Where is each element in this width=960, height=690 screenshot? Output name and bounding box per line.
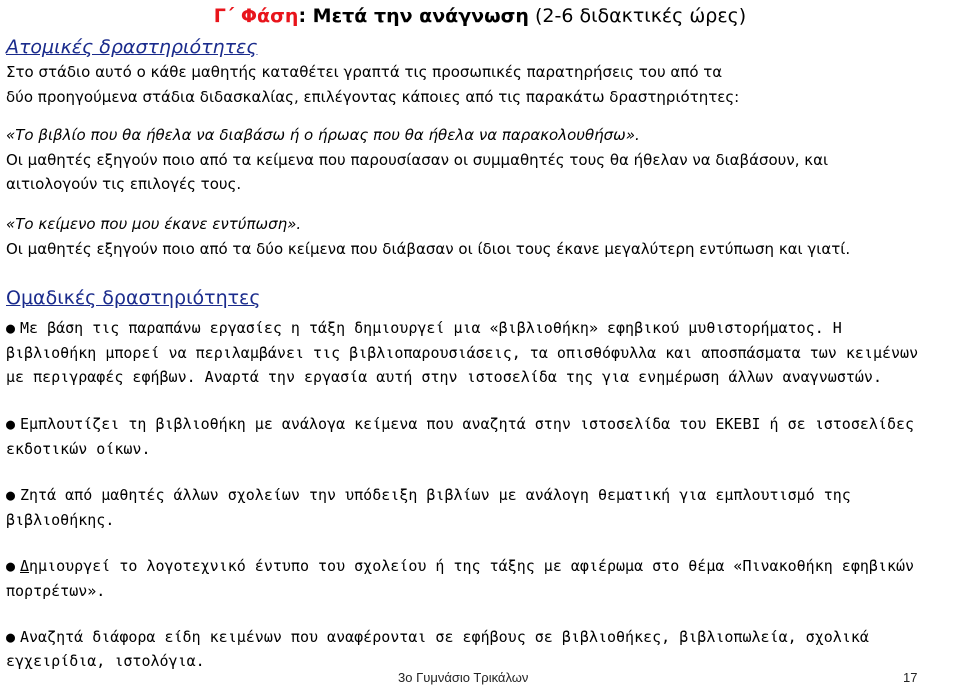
activity-1-title: «Το βιβλίο που θα ήθελα να διαβάσω ή ο ήρωας που θα ήθελα να παρακολουθήσω». [6,126,640,144]
bullet-icon: ● [6,628,16,646]
bullet-4-text-1: ημιουργεί το λογοτεχνικό έντυπο του σχολείου ή της τάξης με αφιέρωμα στο θέμα «Πινακοθήκη εφηβικών [29,557,915,575]
activity-2-line-1: Οι μαθητές εξηγούν ποιο από τα δύο κείμενα που διάβασαν οι ίδιοι τους έκανε μεγαλύτερη εντύπωση και γιατί. [6,240,851,258]
group-bullet-5-line-2: εγχειρίδια, ιστολόγια. [6,652,205,670]
bullet-3-text-1: Ζητά από μαθητές άλλων σχολείων την υπόδειξη βιβλίων με ανάλογη θεματική για εμπλουτισμό της [20,486,851,504]
bullet-1-text-1: Με βάση τις παραπάνω εργασίες η τάξη δημιουργεί μια «βιβλιοθήκη» εφηβικού μυθιστορήματος. Η [20,319,842,337]
group-bullet-4-line-1 [6,555,956,578]
activity-1-line-2: αιτιολογούν τις επιλογές τους. [6,175,242,193]
title-colon: : [298,5,307,27]
activity-1-line-1: Οι μαθητές εξηγούν ποιο από τα κείμενα που παρουσίασαν οι συμμαθητές τους θα ήθελαν να διαβάσουν, και [6,151,829,169]
group-bullet-3-line-2: βιβλιοθήκης. [6,511,115,529]
bullet-icon: ● [6,415,16,433]
bullet-5-text-1: Αναζητά διάφορα είδη κειμένων που αναφέρονται σε εφήβους σε βιβλιοθήκες, βιβλιοπωλεία, σχολικά [20,628,869,646]
individual-activities-heading: Ατομικές δραστηριότητες [6,36,258,58]
phase-label: Γ΄ Φάση [213,5,299,27]
individual-intro-line-1: Στο στάδιο αυτό ο κάθε μαθητής καταθέτει γραπτά τις προσωπικές παρατηρήσεις του από τα [6,63,723,81]
footer-school: 3ο Γυμνάσιο Τρικάλων [398,670,529,685]
bullet-icon: ● [6,319,16,337]
group-bullet-4-line-2: πορτρέτων». [6,582,106,600]
individual-intro-line-2: δύο προηγούμενα στάδια διδασκαλίας, επιλέγοντας κάποιες από τις παρακάτω δραστηριότητες: [6,88,740,106]
page-number: 17 [903,670,918,685]
phase-duration: (2-6 διδακτικές ώρες) [528,5,747,27]
activity-2-title: «Το κείμενο που μου έκανε εντύπωση». [6,215,302,233]
page-title [0,4,960,28]
bullet-2-text-1: Εμπλουτίζει τη βιβλιοθήκη με ανάλογα κείμενα που αναζητά στην ιστοσελίδα του ΕΚΕΒΙ ή σε ιστοσελίδες [20,415,915,433]
group-bullet-5-line-1 [6,626,956,649]
phase-name: Μετά την ανάγνωση [306,5,529,27]
bullet-icon: ● [6,557,16,575]
group-bullet-1-line-2: βιβλιοθήκη μπορεί να περιλαμβάνει τις βιβλιοπαρουσιάσεις, τα οπισθόφυλλα και αποσπάσματα των κειμένων [6,344,919,362]
group-activities-heading: Ομαδικές δραστηριότητες [6,287,261,309]
group-bullet-2-line-2: εκδοτικών οίκων. [6,440,151,458]
group-bullet-1-line-1 [6,317,956,340]
group-bullet-3-line-1 [6,484,956,507]
group-bullet-2-line-1 [6,413,956,436]
group-bullet-1-line-3: με περιγραφές εφήβων. Αναρτά την εργασία αυτή στην ιστοσελίδα της για ενημέρωση άλλων αναγνωστών. [6,368,882,386]
bullet-4-first-letter: Δ [20,557,30,575]
bullet-icon: ● [6,486,16,504]
